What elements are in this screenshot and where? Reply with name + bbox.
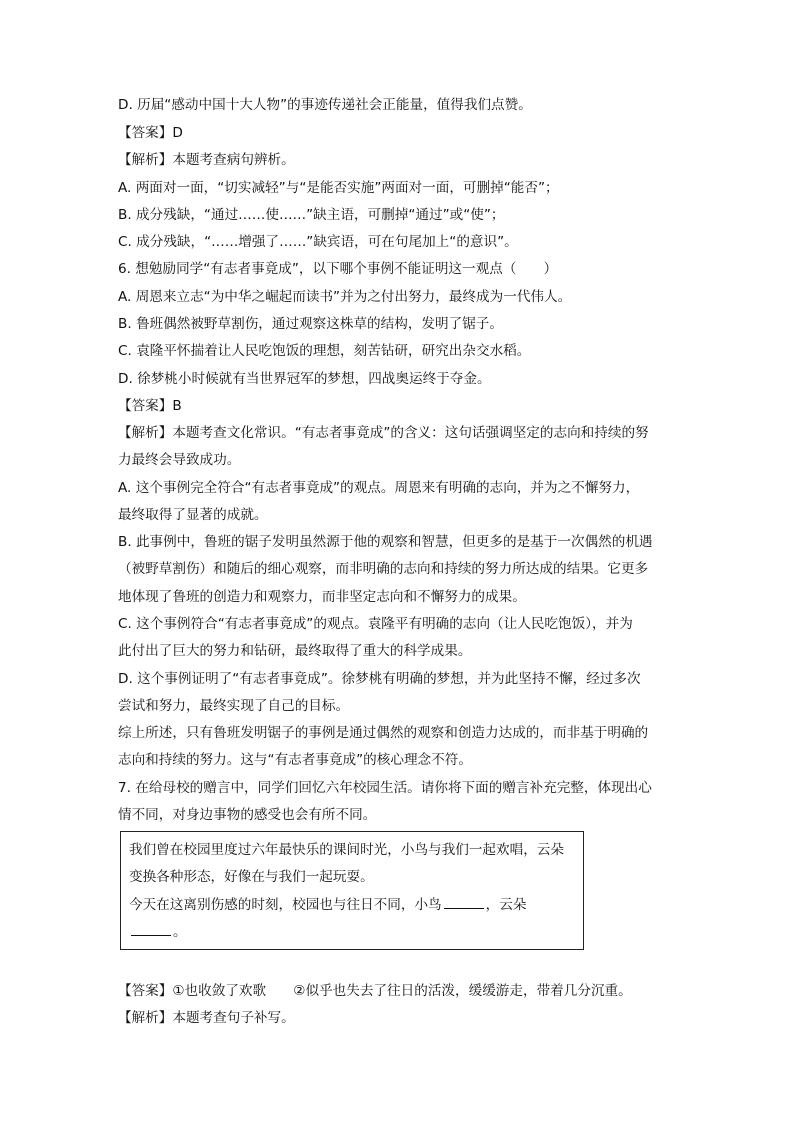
text-line: （被野草割伤）和随后的细心观察，而非明确的志向和持续的努力所达成的结果。它更多 xyxy=(118,561,649,577)
option-a: A. 周恩来立志“为中华之崛起而读书”并为之付出努力，最终成为一代伟人。 xyxy=(118,289,572,305)
box-line: 。 xyxy=(129,922,187,941)
option-d: D. 徐梦桃小时候就有当世界冠军的梦想，四战奥运终于夺金。 xyxy=(118,371,491,387)
text-line: 力最终会导致成功。 xyxy=(118,452,241,468)
blank-bird[interactable] xyxy=(444,895,484,909)
text-line: 最终取得了显著的成就。 xyxy=(118,507,268,523)
blank-cloud[interactable] xyxy=(131,922,171,936)
box-line: 我们曾在校园里度过六年最快乐的课间时光，小鸟与我们一起欢唱，云朵 xyxy=(129,842,564,858)
text-line: A. 这个事例完全符合“有志者事竟成”的观点。周恩来有明确的志向，并为之不懈努力， xyxy=(118,480,640,496)
text-line: D. 历届“感动中国十大人物”的事迹传递社会正能量，值得我们点赞。 xyxy=(118,97,532,113)
analysis-7: 【解析】本题考查句子补写。 xyxy=(118,1010,295,1026)
text-line: 情不同，对身边事物的感受也会有所不同。 xyxy=(118,807,377,823)
text-line: D. 这个事例证明了“有志者事竟成”。徐梦桃有明确的梦想，并为此坚持不懈，经过多次 xyxy=(118,671,641,687)
text-line: 尝试和努力，最终实现了自己的目标。 xyxy=(118,698,350,714)
box-line: 变换各种形态，好像在与我们一起玩耍。 xyxy=(129,869,374,885)
question-7: 7. 在给母校的赠言中，同学们回忆六年校园生活。请你将下面的赠言补充完整，体现出心 xyxy=(118,780,652,796)
box-line: 今天在这离别伤感的时刻，校园也与往日不同，小鸟 ，云朵 xyxy=(129,897,527,913)
answer-6: 【答案】B xyxy=(118,398,182,414)
text-line: 志向和持续的努力。这与“有志者事竟成”的核心理念不符。 xyxy=(118,752,472,768)
text-line: 【解析】本题考查病句辨析。 xyxy=(118,152,295,168)
text-line: 【解析】本题考查文化常识。“有志者事竟成”的含义：这句话强调坚定的志向和持续的努 xyxy=(118,425,649,441)
text-line: 地体现了鲁班的创造力和观察力，而非坚定志向和不懈努力的成果。 xyxy=(118,589,526,605)
option-b: B. 鲁班偶然被野草割伤，通过观察这株草的结构，发明了锯子。 xyxy=(118,316,503,332)
text-line: 【答案】D xyxy=(118,125,183,141)
text-line: 此付出了巨大的努力和钻研，最终取得了重大的科学成果。 xyxy=(118,643,472,659)
question-6: 6. 想勉励同学“有志者事竟成”，以下哪个事例不能证明这一观点（ ） xyxy=(118,261,558,277)
message-box xyxy=(120,831,584,950)
text-line: C. 这个事例符合“有志者事竟成”的观点。袁隆平有明确的志向（让人民吃饱饭），并为 xyxy=(118,616,633,632)
answer-7: 【答案】①也收敛了欢歌 ②似乎也失去了往日的活泼，缓缓游走，带着几分沉重。 xyxy=(118,983,632,999)
text-line: B. 此事例中，鲁班的锯子发明虽然源于他的观察和智慧，但更多的是基于一次偶然的机遇 xyxy=(118,534,653,550)
text-line: 综上所述，只有鲁班发明锯子的事例是通过偶然的观察和创造力达成的，而非基于明确的 xyxy=(118,725,649,741)
text-line: B. 成分残缺，“通过……使……”缺主语，可删掉“通过”或“使”； xyxy=(118,207,505,223)
text-line: A. 两面对一面，“切实减轻”与“是能否实施”两面对一面，可删掉“能否”； xyxy=(118,180,559,196)
option-c: C. 袁隆平怀揣着让人民吃饱饭的理想，刻苦钻研，研究出杂交水稻。 xyxy=(118,343,531,359)
text-line: C. 成分残缺，“……增强了……”缺宾语，可在句尾加上“的意识”。 xyxy=(118,234,518,250)
